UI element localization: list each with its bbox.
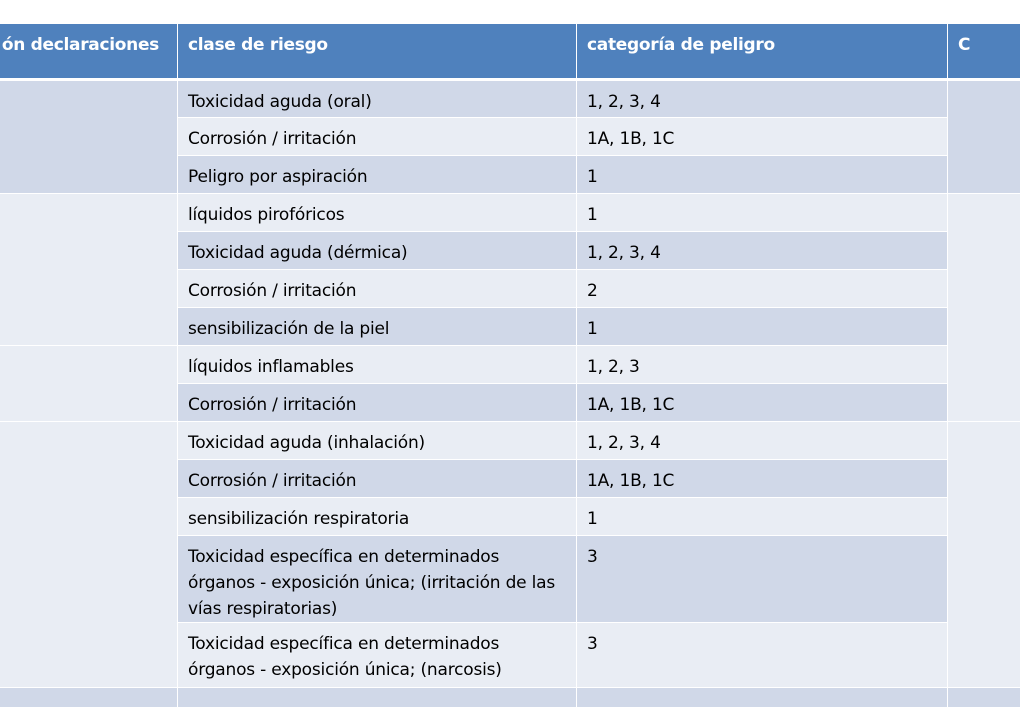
categoria-cell: 1 (577, 307, 948, 345)
table-header-row (0, 24, 1021, 79)
clase-cell: Toxicidad aguda (dérmica) (178, 231, 577, 269)
categoria-cell: 1A, 1B, 1C (577, 117, 948, 155)
table-row (0, 79, 1021, 117)
partial-cell (0, 687, 178, 707)
clase-cell: sensibilización respiratoria (178, 497, 577, 535)
header-clase-de-riesgo: clase de riesgo (178, 24, 577, 79)
table-row (0, 345, 1021, 383)
categoria-cell: 1, 2, 3, 4 (577, 79, 948, 117)
categoria-cell: 1A, 1B, 1C (577, 383, 948, 421)
side-cell-1 (948, 79, 1021, 193)
clase-cell: Toxicidad aguda (oral) (178, 79, 577, 117)
clase-cell: Corrosión / irritación (178, 459, 577, 497)
categoria-cell: 2 (577, 269, 948, 307)
clase-cell: líquidos pirofóricos (178, 193, 577, 231)
categoria-cell: 1, 2, 3, 4 (577, 231, 948, 269)
categoria-cell: 1, 2, 3, 4 (577, 421, 948, 459)
group-cell-2 (0, 193, 178, 345)
clase-cell: sensibilización de la piel (178, 307, 577, 345)
header-column-4: C (948, 24, 1021, 79)
categoria-cell: 1A, 1B, 1C (577, 459, 948, 497)
categoria-cell: 1 (577, 155, 948, 193)
categoria-cell: 3 (577, 622, 948, 687)
table-row (0, 193, 1021, 231)
table-row (0, 421, 1021, 459)
group-cell-1 (0, 79, 178, 193)
clase-cell: Peligro por aspiración (178, 155, 577, 193)
side-cell-3 (948, 421, 1021, 687)
group-cell-3 (0, 345, 178, 421)
clase-cell: líquidos inflamables (178, 345, 577, 383)
categoria-cell: 1, 2, 3 (577, 345, 948, 383)
categoria-cell: 3 (577, 535, 948, 622)
partial-cell (178, 687, 577, 707)
clase-cell: Corrosión / irritación (178, 269, 577, 307)
clase-cell: Toxicidad específica en determinados órganos - exposición única; (irritación de las vías respiratorias) (178, 535, 577, 622)
hazard-table-container (0, 24, 1020, 708)
categoria-cell: 1 (577, 497, 948, 535)
partial-cell (577, 687, 948, 707)
partial-cell (948, 687, 1021, 707)
group-cell-4 (0, 421, 178, 687)
header-declaraciones: ón declaraciones (0, 24, 178, 79)
clase-cell: Corrosión / irritación (178, 383, 577, 421)
clase-cell: Toxicidad aguda (inhalación) (178, 421, 577, 459)
categoria-cell: 1 (577, 193, 948, 231)
clase-cell: Corrosión / irritación (178, 117, 577, 155)
clase-cell: Toxicidad específica en determinados órganos - exposición única; (narcosis) (178, 622, 577, 687)
table-row-partial (0, 687, 1021, 707)
header-categoria-de-peligro: categoría de peligro (577, 24, 948, 79)
hazard-classification-table (0, 24, 1021, 708)
side-cell-2 (948, 193, 1021, 421)
